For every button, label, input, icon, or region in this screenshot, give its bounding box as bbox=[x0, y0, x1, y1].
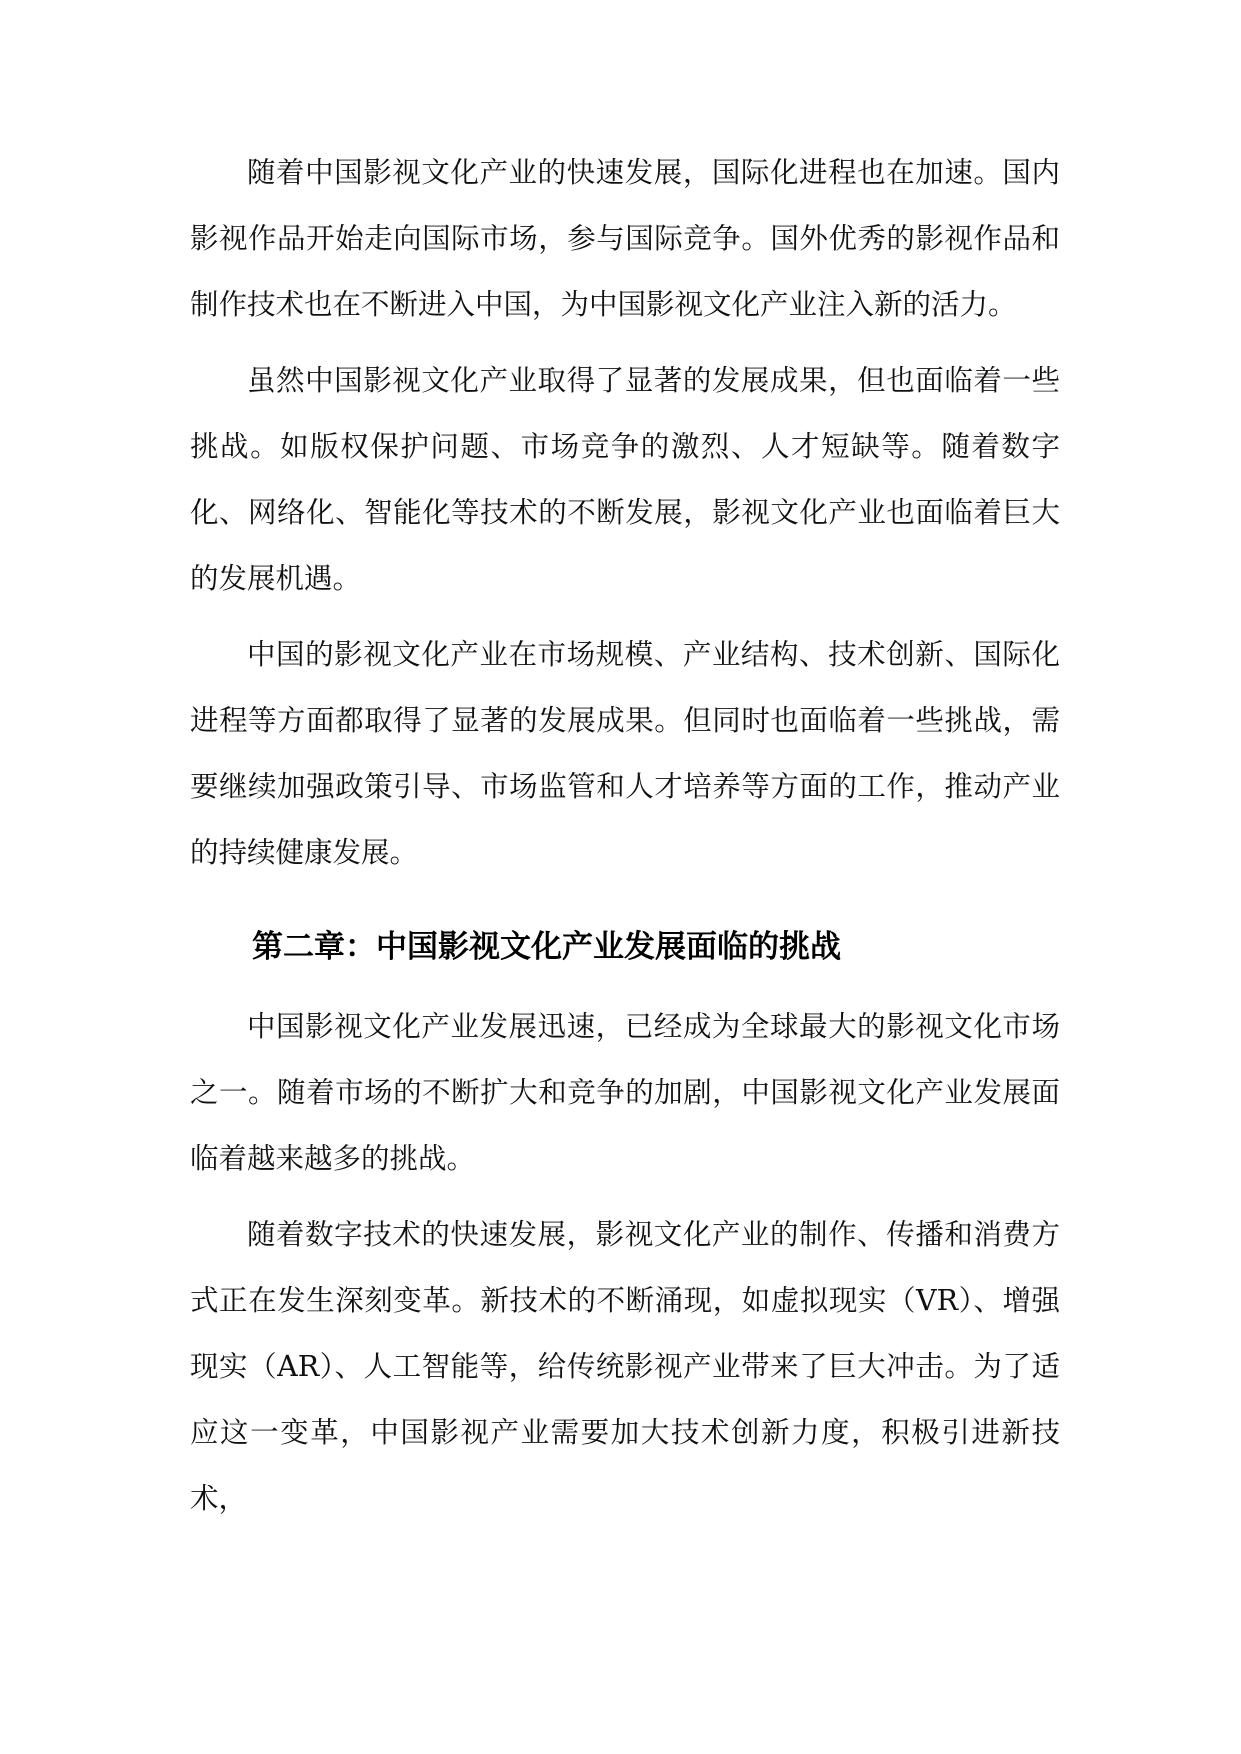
paragraph-market-growth: 中国影视文化产业发展迅速，已经成为全球最大的影视文化市场之一。随着市场的不断扩大和竞争的加剧，中国影视文化产业发展面临着越来越多的挑战。 bbox=[190, 1010, 1060, 1175]
document-body bbox=[190, 140, 1060, 1542]
paragraph-internationalization: 随着中国影视文化产业的快速发展，国际化进程也在加速。国内影视作品开始走向国际市场，参与国际竞争。国外优秀的影视作品和制作技术也在不断进入中国，为中国影视文化产业注入新的活力。 bbox=[190, 156, 1060, 321]
paragraph-summary: 中国的影视文化产业在市场规模、产业结构、技术创新、国际化进程等方面都取得了显著的发展成果。但同时也面临着一些挑战，需要继续加强政策引导、市场监管和人才培养等方面的工作，推动产业的持续健康发展。 bbox=[190, 638, 1060, 869]
paragraph-challenges-opportunities: 虽然中国影视文化产业取得了显著的发展成果，但也面临着一些挑战。如版权保护问题、市场竞争的激烈、人才短缺等。随着数字化、网络化、智能化等技术的不断发展，影视文化产业也面临着巨大的发展机遇。 bbox=[190, 364, 1060, 595]
chapter-heading: 第二章：中国影视文化产业发展面临的挑战 bbox=[252, 929, 841, 965]
paragraph-digital-technology: 随着数字技术的快速发展，影视文化产业的制作、传播和消费方式正在发生深刻变革。新技术的不断涌现，如虚拟现实（VR）、增强现实（AR）、人工智能等，给传统影视产业带来了巨大冲击。为了适应这一变革，中国影视产业需要加大技术创新力度，积极引进新技术， bbox=[190, 1218, 1060, 1515]
